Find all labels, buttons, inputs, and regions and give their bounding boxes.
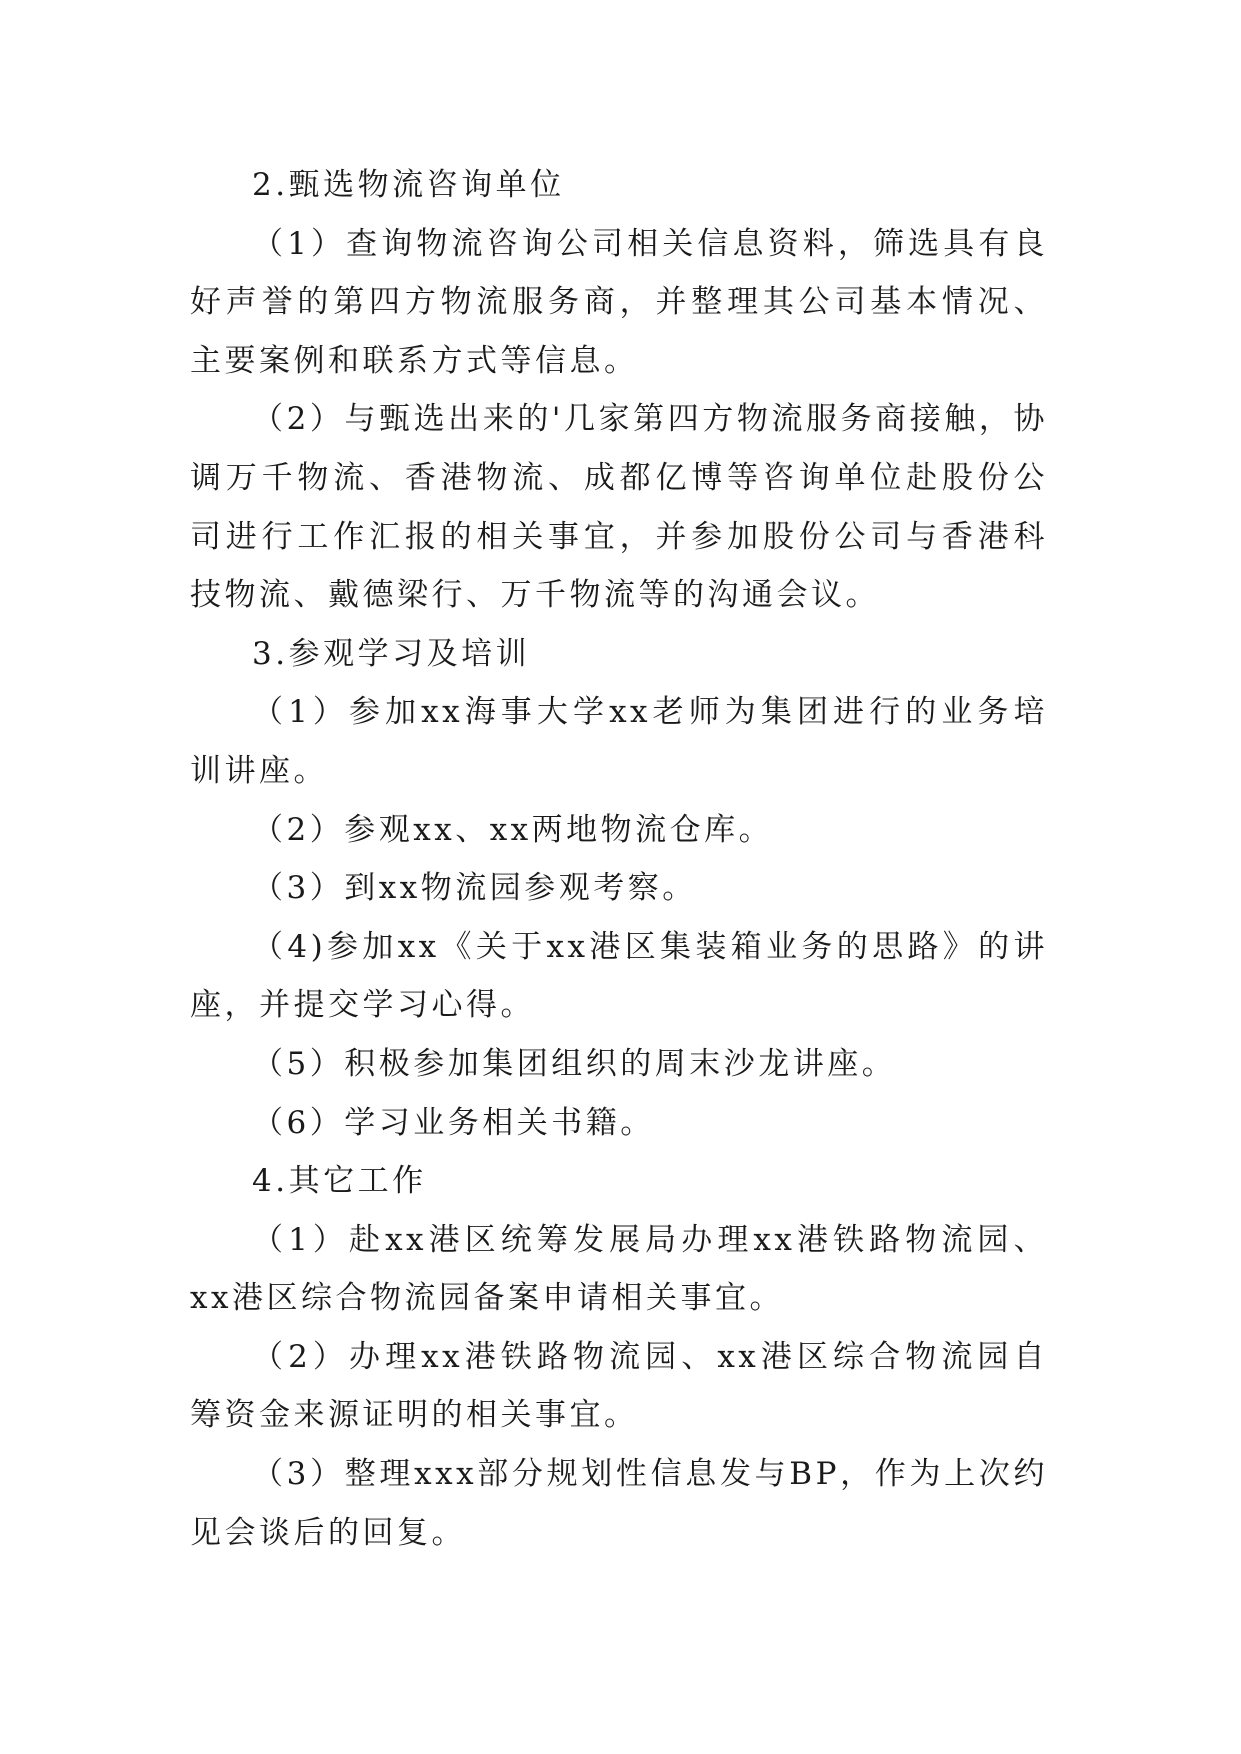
paragraph-2-2: （2）与甄选出来的'几家第四方物流服务商接触，协调万千物流、香港物流、成都亿博等咨询单位赴股份公司进行工作汇报的相关事宜，并参加股份公司与香港科技物流、戴德梁行、万千物流等的沟通会议。 — [190, 401, 1048, 614]
paragraph-3-4: （4)参加xx《关于xx港区集装箱业务的思路》的讲座，并提交学习心得。 — [190, 928, 1048, 1024]
paragraph-4-1: （1）赴xx港区统筹发展局办理xx港铁路物流园、xx港区综合物流园备案申请相关事宜。 — [190, 1221, 1048, 1317]
paragraph-3-1: （1）参加xx海事大学xx老师为集团进行的业务培训讲座。 — [190, 694, 1048, 789]
paragraph-2-1: （1）查询物流咨询公司相关信息资料，筛选具有良好声誉的第四方物流服务商，并整理其公司基本情况、主要案例和联系方式等信息。 — [190, 225, 1048, 379]
paragraph-4-2: （2）办理xx港铁路物流园、xx港区综合物流园自筹资金来源证明的相关事宜。 — [190, 1338, 1048, 1434]
paragraph-3-5: （5）积极参加集团组织的周末沙龙讲座。 — [252, 1045, 897, 1082]
paragraph-3-2: （2）参观xx、xx两地物流仓库。 — [252, 811, 774, 848]
paragraph-3-3: （3）到xx物流园参观考察。 — [252, 870, 697, 907]
paragraph-4-3: （3）整理xxx部分规划性信息发与BP，作为上次约见会谈后的回复。 — [190, 1456, 1048, 1551]
section-heading-4: 4.其它工作 — [252, 1163, 427, 1200]
section-heading-3: 3.参观学习及培训 — [252, 635, 531, 672]
document-body — [190, 156, 1048, 1562]
paragraph-3-6: （6）学习业务相关书籍。 — [252, 1104, 655, 1141]
section-heading-2: 2.甄选物流咨询单位 — [252, 167, 565, 203]
